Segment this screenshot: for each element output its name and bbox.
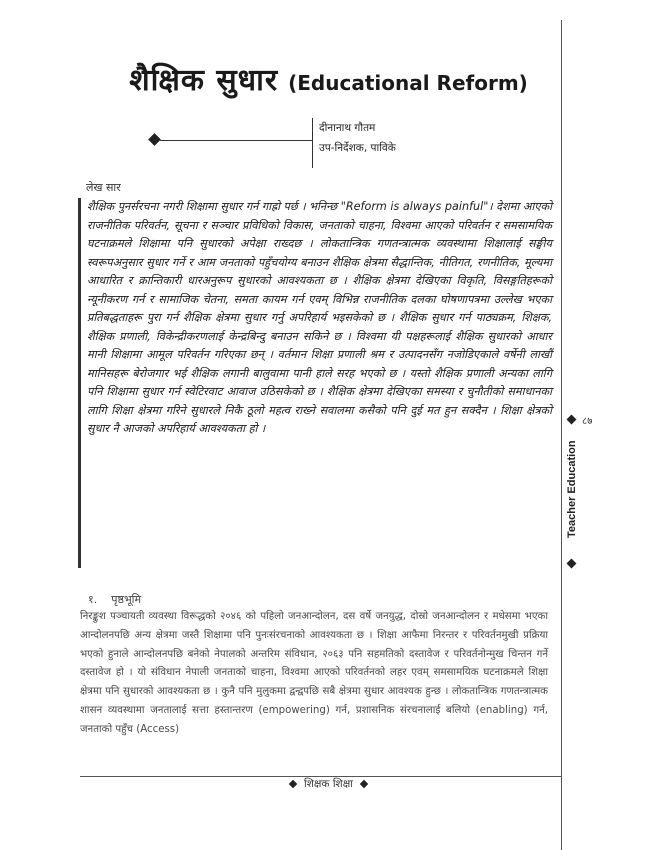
author-designation: उप-निर्देशक, पाविके — [319, 142, 396, 154]
page-number: ८७ — [582, 416, 593, 427]
footer-diamond-icon — [360, 780, 368, 788]
section-title: पृष्ठभूमि — [111, 593, 142, 606]
section-body-text: निरङ्कुश पञ्चायती व्यवस्था विरूद्धको २०४६ को पहिलो जनआन्दोलन, दस वर्षे जनयुद्ध, दोस्रो जनआन्दोलन र मधेसमा भएका आन्दोलनपछि अन्य क्षेत्रमा जस्तै शिक्षामा पनि पुनःसंरचनाको आवश्यकता छ । शिक्षा आफैमा निरन्तर र परिवर्तनमुखी प्रक्रिया भएको हुनाले आन्दोलनपछि बनेको नेपालको अन्तरिम संविधान, २०६३ पनि सहमतिको दस्तावेज र परिवर्तनोन्मुख चिन्तन गर्ने दस्तावेज हो । यो संविधान नेपाली जनताको चाहना, विश्वमा आएको परिवर्तनको लहर एवम् समसामयिक घटनाक्रमले शिक्षा क्षेत्रमा पनि सुधारको आवश्यकता छ । कुनै पनि मुलुकमा द्वन्द्वपछि सबै क्षेत्रमा सुधार आवश्यक हुन्छ । लोकतान्त्रिक गणतन्त्रात्मक शासन व्यवस्थामा जनतालाई सत्ता हस्तान्तरण (empowering) गर्न, प्रशासनिक संरचनालाई बलियो (enabling) गर्न, जनताको पहुँच (Access) — [80, 611, 548, 735]
title-devanagari: शैक्षिक सुधार — [129, 63, 279, 98]
footer-diamond-icon — [289, 780, 297, 788]
section-number: १. — [88, 593, 98, 606]
article-title — [0, 58, 657, 99]
author-diamond-icon — [148, 133, 161, 146]
title-english: (Educational Reform) — [288, 71, 528, 95]
abstract-heading: लेख सार — [86, 181, 121, 194]
journal-label: Teacher Education — [566, 440, 578, 538]
footer — [0, 777, 657, 791]
abstract-text: शैक्षिक पुनर्संरचना नगरी शिक्षामा सुधार गर्न गाह्रो पर्छ । भनिन्छ "Reform is always painful"। देशमा आएको राजनीतिक परिवर्तन, सूचना र सञ्चार प्रविधिको विकास, जनताको चाहना, विश्वमा आएको परिवर्तन र समसामयिक घटनाक्रमले शिक्षामा पनि सुधारको अपेक्षा राख्दछ । लोकतान्त्रिक गणतन्त्रात्मक व्यवस्थामा शिक्षालाई सङ्घीय स्वरूपअनुसार सुधार गर्ने र आम जनताको पहुँचयोग्य बनाउन शैक्षिक क्षेत्रमा सैद्धान्तिक, नीतिगत, रणनीतिक, मूल्यमा आधारित र क्रान्तिकारी धारअनुरूप सुधारको आवश्यकता छ । शैक्षिक क्षेत्रमा देखिएका विकृति, विसङ्गतिहरूको न्यूनीकरण गर्न र सामाजिक चेतना, समता कायम गर्न एवम् विभिन्न राजनीतिक दलका घोषणापत्रमा उल्लेख भएका प्रतिबद्धताहरू पुरा गर्न शैक्षिक क्षेत्रमा सुधार गर्नु अपरिहार्य भइसकेको छ । शैक्षिक सुधार गर्न पाठ्यक्रम, शिक्षक, शैक्षिक प्रणाली, विकेन्द्रीकरणलाई केन्द्रबिन्दु बनाउन सकिने छ । विश्वमा यी पक्षहरूलाई शैक्षिक सुधारको आधार मानी शिक्षामा आमूल परिवर्तन गरिएका छन् । वर्तमान शिक्षा प्रणाली श्रम र उत्पादनसँग नजोडिएकाले वर्षेनी लाखौं मानिसहरू बेरोजगार भई शैक्षिक लगानी बालुवामा पानी हाले सरह भएको छ । यस्तो शैक्षिक प्रणाली अन्यका लागि पनि शिक्षामा सुधार गर्न स्वेटिरवाट आवाज उठिसकेको छ । शैक्षिक क्षेत्रमा देखिएका समस्या र चुनौतीको समाधानका लागि शिक्षा क्षेत्रमा गरिने सुधारले निकै ठूलो महत्व राख्ने सवालमा कसैको पनि दुई मत हुन सक्दैन । शिक्षा क्षेत्रको सुधार नै आजको अपरिहार्य आवश्यकता हो । — [78, 198, 552, 568]
footer-label: शिक्षक शिक्षा — [304, 778, 353, 790]
sidebar-diamond-icon — [567, 559, 577, 569]
author-divider — [160, 140, 312, 141]
author-name: दीनानाथ गौतम — [319, 122, 376, 134]
author-block — [312, 118, 396, 168]
sidebar-diamond-icon — [567, 415, 577, 425]
sidebar-divider — [561, 20, 562, 850]
section-heading — [88, 592, 141, 607]
